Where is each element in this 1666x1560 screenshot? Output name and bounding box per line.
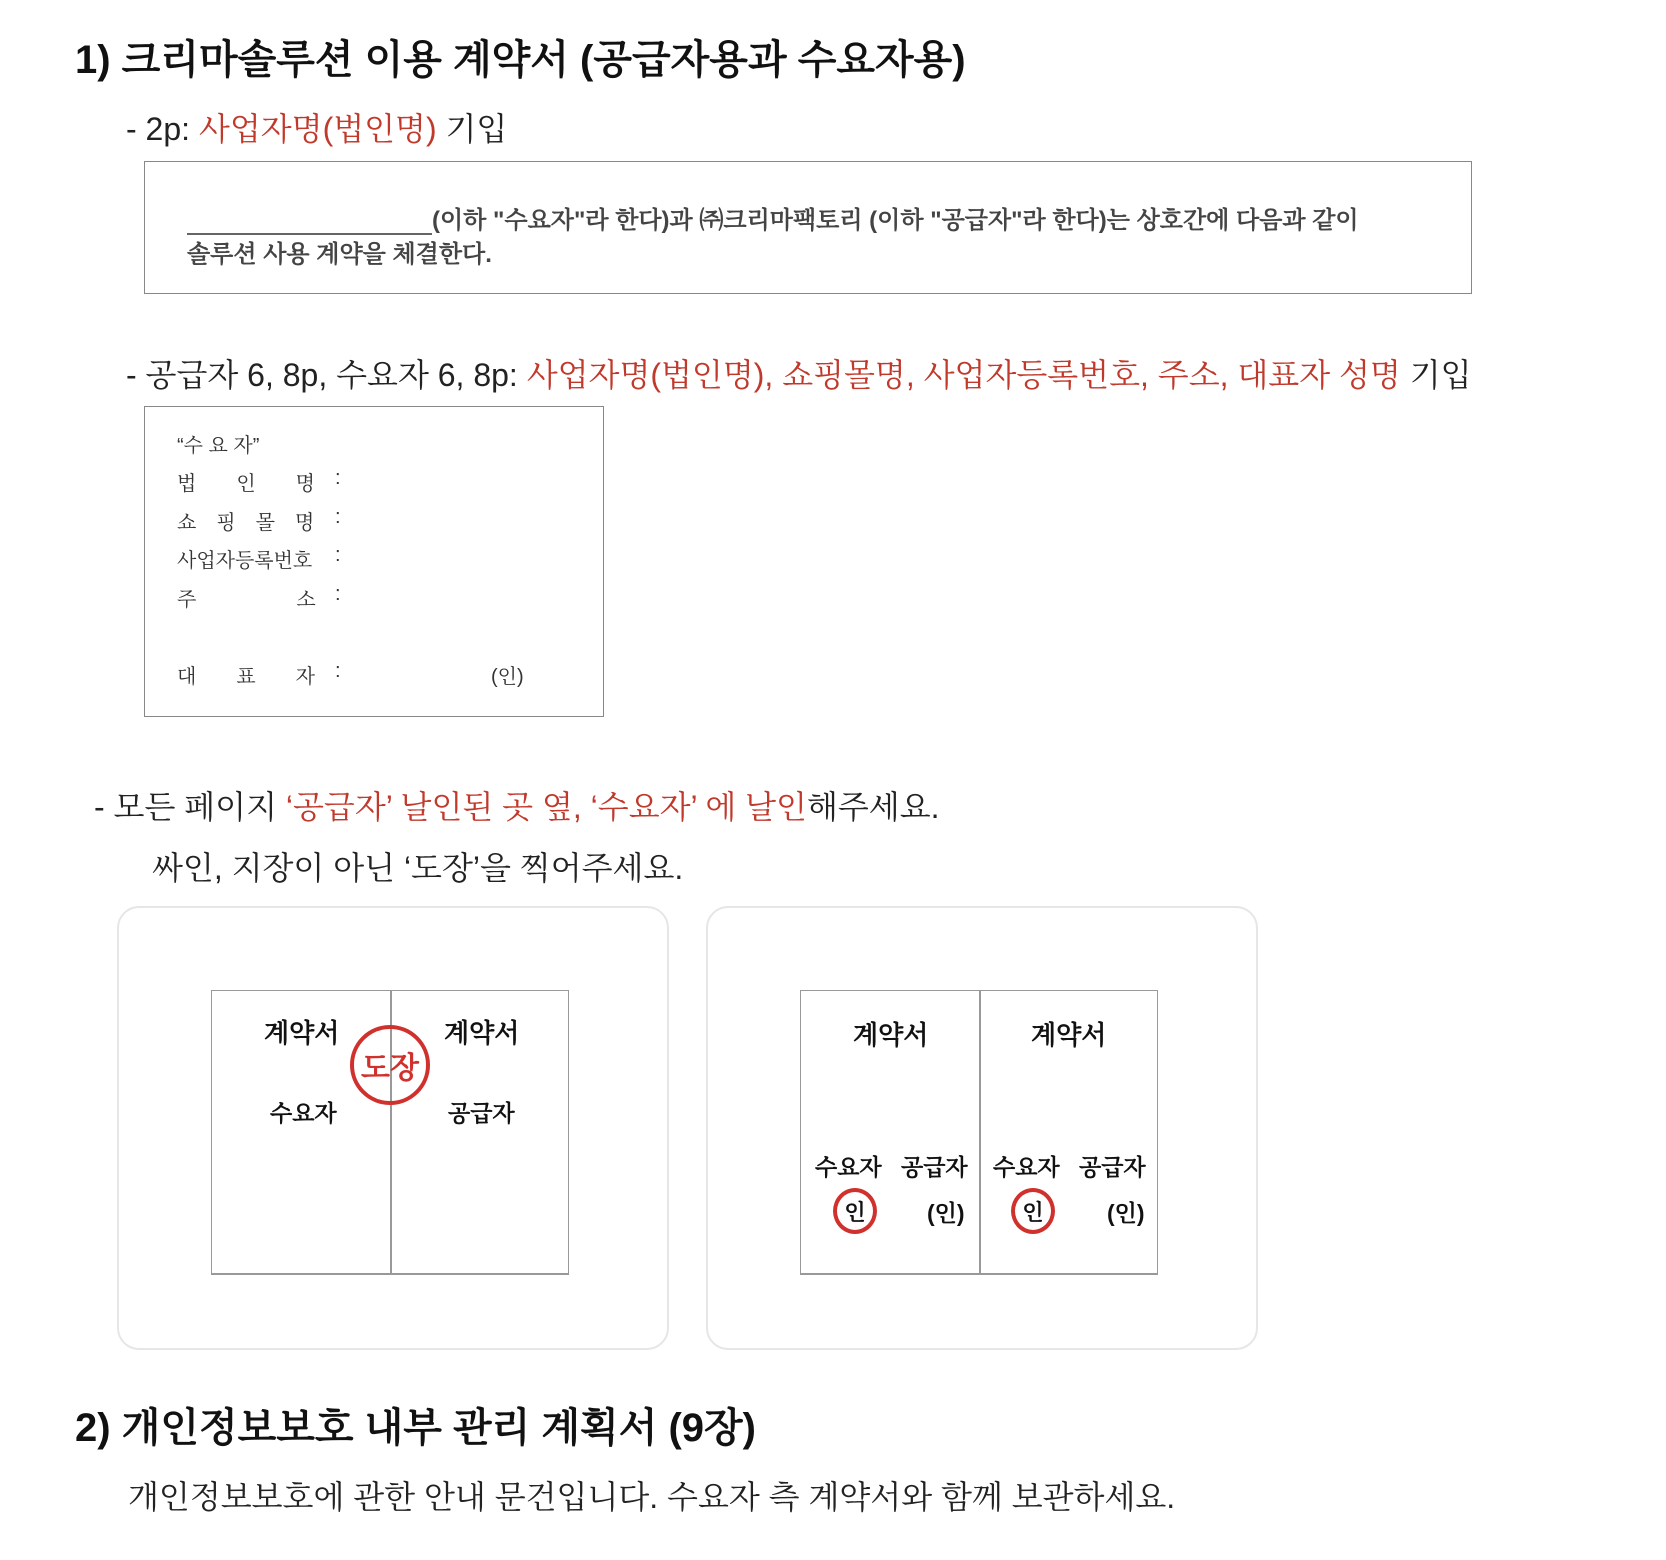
form-colon: : (335, 506, 341, 528)
doc-label: 계약서 (853, 1020, 929, 1050)
item-prefix: - 2p: (126, 111, 199, 147)
item-prefix: - 공급자 6, 8p, 수요자 6, 8p: (126, 357, 527, 393)
buyer-label: 수요자 (993, 1154, 1060, 1180)
item-highlight: 사업자명(법인명) (198, 111, 437, 147)
item-suffix: 기입 (1400, 357, 1472, 393)
buyer-label: 수요자 (815, 1154, 882, 1180)
blank-line (187, 209, 432, 235)
form-colon: : (335, 660, 341, 682)
contract-excerpt (144, 161, 1472, 294)
form-seal: (인) (491, 666, 524, 688)
item-stamp (94, 782, 940, 828)
doc-label: 계약서 (264, 1018, 340, 1048)
doc-label: 계약서 (444, 1018, 520, 1048)
section2-title: 2) 개인정보보호 내부 관리 계획서 (9장) (75, 1406, 756, 1450)
form-colon: : (335, 583, 341, 605)
item-stamp-note: 싸인, 지장이 아닌 ‘도장’을 찍어주세요. (152, 850, 684, 886)
doc-label: 계약서 (1031, 1020, 1107, 1050)
excerpt-line2: 솔루션 사용 계약을 체결한다. (187, 241, 492, 268)
section2-body: 개인정보보호에 관한 안내 문건입니다. 수요자 측 계약서와 함께 보관하세요. (128, 1479, 1176, 1515)
item-6-8p (126, 350, 1472, 396)
stamp-diagram-across (117, 906, 669, 1350)
seal-placeholder: (인) (1107, 1200, 1145, 1226)
page-divider (979, 991, 981, 1273)
item-2p (126, 104, 507, 150)
form-colon: : (335, 544, 341, 566)
seal-stamp-icon: 인 (1011, 1188, 1055, 1234)
contract-pages (211, 990, 569, 1275)
contract-pages (800, 990, 1158, 1275)
buyer-form (144, 406, 604, 717)
buyer-label: 수요자 (270, 1100, 337, 1126)
section1-title: 1) 크리마솔루션 이용 계약서 (공급자용과 수요자용) (75, 38, 966, 82)
seal-placeholder: (인) (927, 1200, 965, 1226)
supplier-label: 공급자 (1079, 1154, 1146, 1180)
form-label: 사업자등록번호 (177, 550, 313, 572)
form-heading: “수 요 자” (177, 435, 260, 457)
form-label: 주 소 (177, 589, 316, 611)
form-label: 쇼 핑 몰 명 (177, 512, 315, 534)
supplier-label: 공급자 (448, 1100, 515, 1126)
excerpt-line1: (이하 "수요자"라 한다)과 ㈜크리마팩토리 (이하 "공급자"라 한다)는 상호간에 다음과 같이 (432, 207, 1359, 234)
seal-stamp-icon: 인 (833, 1188, 877, 1234)
item-suffix: 해주세요. (806, 789, 940, 825)
form-label: 법 인 명 (177, 473, 315, 495)
item-prefix: - 모든 페이지 (94, 789, 286, 825)
seal-stamp-icon: 도장 (350, 1025, 430, 1105)
item-highlight: ‘공급자’ 날인된 곳 옆, ‘수요자’ 에 날인 (285, 789, 807, 825)
stamp-diagram-each-page (706, 906, 1258, 1350)
form-label: 대 표 자 (177, 666, 315, 688)
supplier-label: 공급자 (901, 1154, 968, 1180)
item-highlight: 사업자명(법인명), 쇼핑몰명, 사업자등록번호, 주소, 대표자 성명 (526, 357, 1401, 393)
item-suffix: 기입 (436, 111, 508, 147)
form-colon: : (335, 467, 341, 489)
